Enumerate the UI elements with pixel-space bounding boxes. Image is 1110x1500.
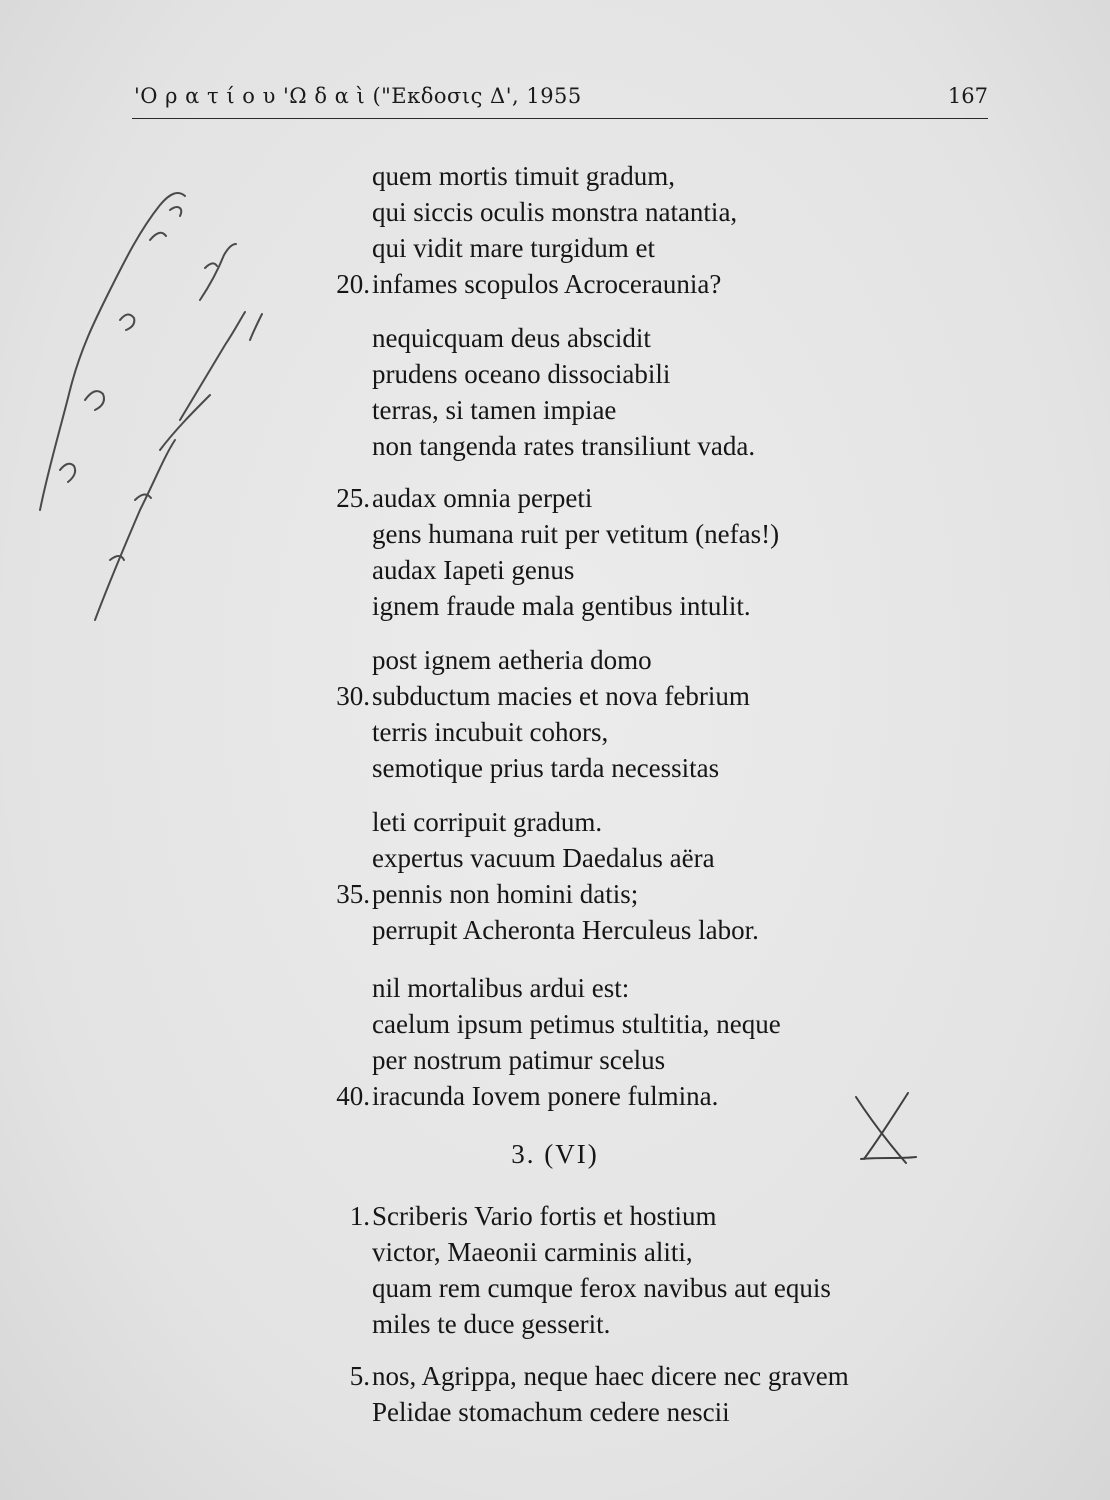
verse-line: [240, 392, 755, 428]
line-number: 25.: [336, 483, 370, 513]
verse-line: [240, 1042, 781, 1078]
line-text: leti corripuit gradum.: [372, 807, 603, 837]
verse-line: [240, 1394, 849, 1430]
line-text: semotique prius tarda necessitas: [372, 753, 720, 783]
verse-line: [240, 1358, 849, 1394]
running-title: 'Ο ρ α τ ί ο υ 'Ω δ α ὶ ("Εκδοσις Δ', 1955: [134, 84, 582, 108]
line-text: non tangenda rates transiliunt vada.: [372, 431, 756, 461]
pencil-cross-mark: [836, 1085, 926, 1170]
line-text: subductum macies et nova febrium: [372, 681, 750, 711]
line-text: infames scopulos Acroceraunia?: [372, 269, 722, 299]
verse-line: [240, 356, 755, 392]
poem-heading: 3. (VI): [511, 1139, 599, 1169]
verse-line: [240, 480, 779, 516]
line-text: post ignem aetheria domo: [372, 645, 652, 675]
verse-line: [240, 1306, 831, 1342]
line-text: expertus vacuum Daedalus aëra: [372, 843, 715, 873]
verse-line: [240, 970, 781, 1006]
verse-line: [240, 1078, 781, 1114]
line-text: terris incubuit cohors,: [372, 717, 609, 747]
verse-line: [240, 516, 779, 552]
line-text: qui vidit mare turgidum et: [372, 233, 655, 263]
page-number: 167: [947, 84, 988, 108]
line-number: 35.: [336, 879, 370, 909]
verse-line: [240, 912, 759, 948]
line-text: terras, si tamen impiae: [372, 395, 617, 425]
line-number: 30.: [336, 681, 370, 711]
verse-line: [240, 320, 755, 356]
verse-line: [240, 266, 737, 302]
verse-line: [240, 1234, 831, 1270]
line-text: audax omnia perpeti: [372, 483, 593, 513]
line-text: audax Iapeti genus: [372, 555, 575, 585]
verse-line: [240, 194, 737, 230]
line-text: caelum ipsum petimus stultitia, neque: [372, 1009, 781, 1039]
verse-line: [240, 750, 750, 786]
running-header: [132, 82, 988, 119]
line-text: miles te duce gesserit.: [372, 1309, 611, 1339]
verse-line: [240, 1006, 781, 1042]
verse-line: [240, 1270, 831, 1306]
line-text: perrupit Acheronta Herculeus labor.: [372, 915, 759, 945]
verse-line: [240, 158, 737, 194]
verse-line: [240, 642, 750, 678]
stanza-8: [240, 1358, 849, 1430]
line-number: 20.: [336, 269, 370, 299]
line-text: quem mortis timuit gradum,: [372, 161, 675, 191]
verse-line: [240, 1198, 831, 1234]
line-text: ignem fraude mala gentibus intulit.: [372, 591, 751, 621]
line-text: iracunda Iovem ponere fulmina.: [372, 1081, 719, 1111]
line-text: pennis non homini datis;: [372, 879, 639, 909]
line-text: quam rem cumque ferox navibus aut equis: [372, 1273, 831, 1303]
verse-line: [240, 428, 755, 464]
line-text: nequicquam deus abscidit: [372, 323, 651, 353]
stanza-1: [240, 158, 737, 302]
stanza-3: [240, 480, 779, 624]
line-text: gens humana ruit per vetitum (nefas!): [372, 519, 780, 549]
line-text: qui siccis oculis monstra natantia,: [372, 197, 738, 227]
stanza-5: [240, 804, 759, 948]
line-text: victor, Maeonii carminis aliti,: [372, 1237, 693, 1267]
line-number: 5.: [349, 1361, 370, 1391]
line-text: Scriberis Vario fortis et hostium: [372, 1201, 717, 1231]
verse-line: [240, 876, 759, 912]
line-number: 40.: [336, 1081, 370, 1111]
verse-line: [240, 552, 779, 588]
line-text: prudens oceano dissociabili: [372, 359, 671, 389]
line-number: 1.: [349, 1201, 370, 1231]
line-text: per nostrum patimur scelus: [372, 1045, 666, 1075]
line-text: nos, Agrippa, neque haec dicere nec gravem: [372, 1361, 849, 1391]
verse-line: [240, 588, 779, 624]
stanza-4: [240, 642, 750, 786]
verse-line: [240, 230, 737, 266]
stanza-7: [240, 1198, 831, 1342]
stanza-6: [240, 970, 781, 1114]
verse-line: [240, 804, 759, 840]
verse-line: [240, 840, 759, 876]
line-text: Pelidae stomachum cedere nescii: [372, 1397, 730, 1427]
line-text: nil mortalibus ardui est:: [372, 973, 630, 1003]
stanza-2: [240, 320, 755, 464]
verse-line: [240, 714, 750, 750]
verse-line: [240, 678, 750, 714]
